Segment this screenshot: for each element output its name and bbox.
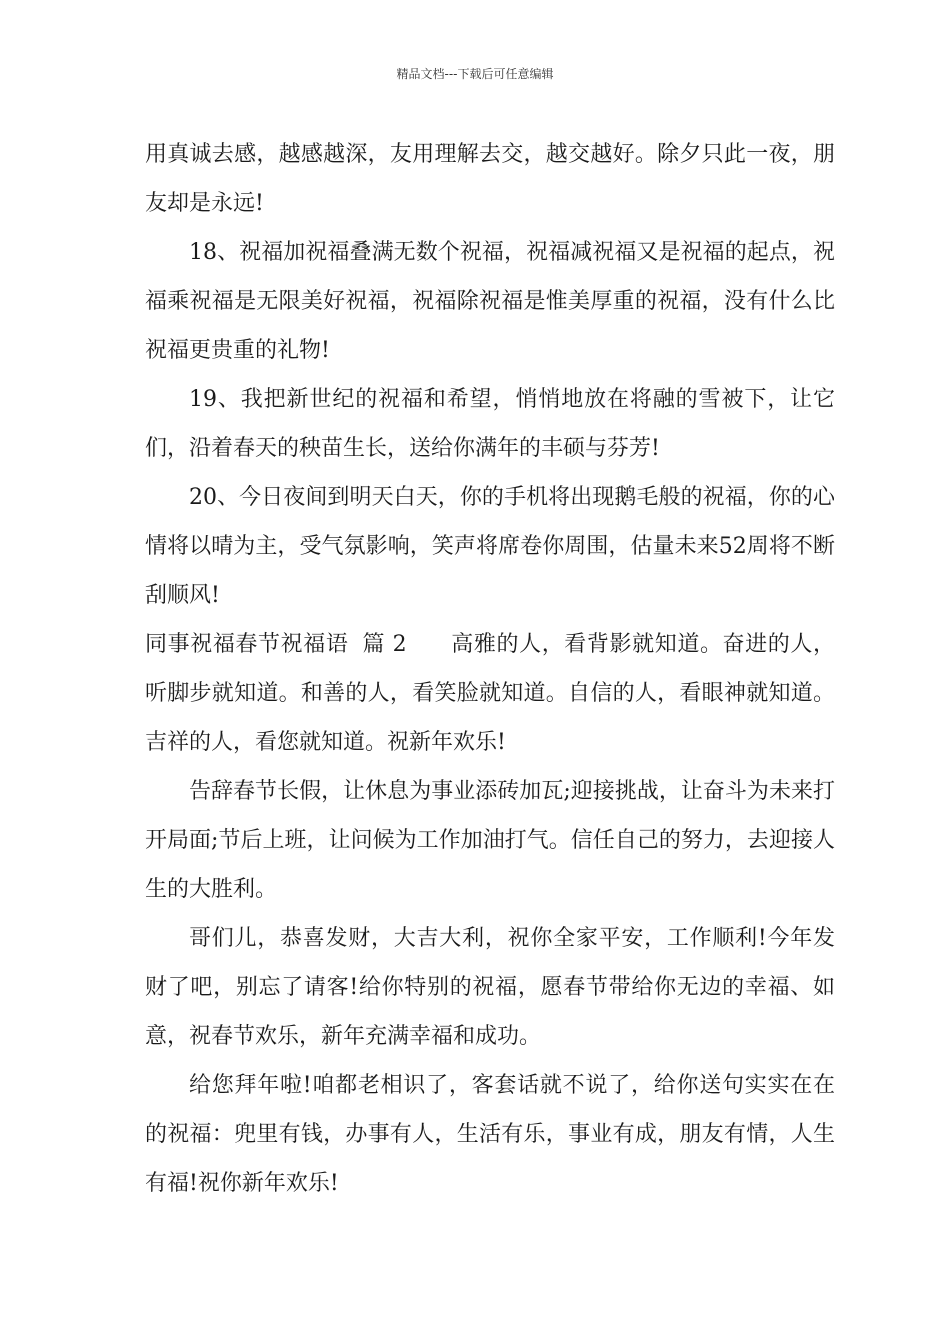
- paragraph-buddies: 哥们儿，恭喜发财，大吉大利，祝你全家平安，工作顺利!今年发财了吧，别忘了请客!给你特别的祝福，愿春节带给你无边的幸福、如意，祝春节欢乐，新年充满幸福和成功。: [145, 926, 835, 1049]
- paragraph-19: 19、我把新世纪的祝福和希望，悄悄地放在将融的雪被下，让它们，沿着春天的秧苗生长，送给你满年的丰硕与芬芳!: [145, 387, 835, 461]
- paragraph-1: 用真诚去感，越感越深，友用理解去交，越交越好。除夕只此一夜，朋友却是永远!: [145, 142, 835, 216]
- page-header: 精品文档---下载后可任意编辑: [396, 67, 554, 81]
- paragraph-20: 20、今日夜间到明天白天，你的手机将出现鹅毛般的祝福，你的心情将以晴为主，受气氛影响，笑声将席卷你周围，估量未来52周将不断刮顺风!: [145, 485, 835, 608]
- section-title: 同事祝福春节祝福语: [145, 632, 349, 657]
- section-heading-paragraph: [145, 620, 835, 767]
- section-number: 篇 2: [362, 632, 407, 657]
- section-first-paragraph: 高雅的人，看背影就知道。奋进的人，听脚步就知道。和善的人，看笑脸就知道。自信的人，看眼神就知道。吉祥的人，看您就知道。祝新年欢乐!: [145, 632, 835, 755]
- paragraph-18: 18、祝福加祝福叠满无数个祝福，祝福减祝福又是祝福的起点，祝福乘祝福是无限美好祝福，祝福除祝福是惟美厚重的祝福，没有什么比祝福更贵重的礼物!: [145, 240, 835, 363]
- document-body: [145, 130, 835, 1208]
- paragraph-greeting: 给您拜年啦!咱都老相识了，客套话就不说了，给你送句实实在在的祝福：兜里有钱，办事有人，生活有乐，事业有成，朋友有情，人生有福!祝你新年欢乐!: [145, 1073, 835, 1196]
- paragraph-farewell: 告辞春节长假，让休息为事业添砖加瓦;迎接挑战，让奋斗为未来打开局面;节后上班，让问候为工作加油打气。信任自己的努力，去迎接人生的大胜利。: [145, 779, 835, 902]
